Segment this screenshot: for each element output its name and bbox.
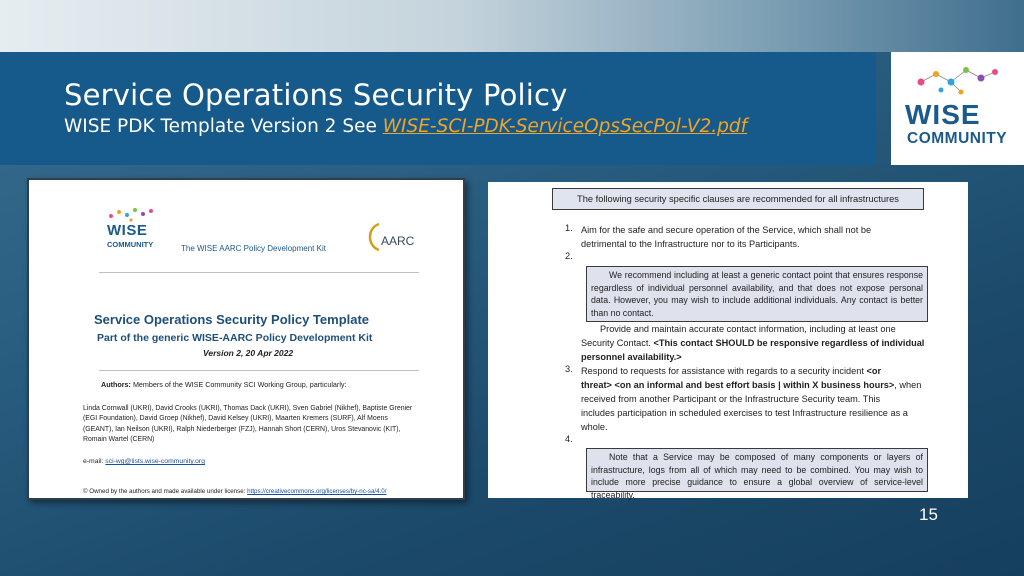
authors-line xyxy=(101,380,347,389)
logo-community-text: COMMUNITY xyxy=(907,130,1008,147)
item1-line2: detrimental to the Infrastructure nor to its Participants. xyxy=(581,239,800,249)
email-label: e-mail: xyxy=(83,458,106,465)
item3-line4: includes participation in scheduled exercises to test Infrastructure resilience as a xyxy=(581,408,908,418)
template-cover-page xyxy=(27,178,465,500)
guidance-box-traceability xyxy=(586,448,928,500)
item2-line3 xyxy=(581,350,682,364)
authors-label: Authors: xyxy=(101,380,131,389)
item-number: 4. xyxy=(565,434,573,444)
item3-line1 xyxy=(581,364,881,378)
author-names: Linda Cornwall (UKRI), David Crooks (UKRI), Thomas Dack (UKRI), Sven Gabriel (Nikhef), Baptiste Grenier (EGI Foundation), David Groep (Nikhef), David Kelsey (UKRI), Maarten Kremers (SURF), Alf Moens (GEANT), Ian Neilson (UKRI), Ralph Niederberger (FZJ), Hannah Short (CERN), Uros Stevanovic (KIT), Romain Wartel (CERN) xyxy=(83,405,413,443)
item3-plain: Respond to requests for assistance with regards to a security incident xyxy=(581,366,867,376)
guidance-text: We recommend including at least a generic contact point that ensures response regardless of individual personnel availability, and that does not expose personal data. However, you may wish to include additional individuals. Any contact is better than no contact. xyxy=(591,270,923,318)
item3-line3: received from another Participant or the Infrastructure Security team. This xyxy=(581,394,881,404)
item-number: 2. xyxy=(565,251,573,261)
page-number: 15 xyxy=(919,505,938,524)
wise-logo xyxy=(891,52,1024,165)
item-number: 3. xyxy=(565,364,573,374)
item-number: 1. xyxy=(565,223,573,233)
cover-heading: Service Operations Security Policy Template xyxy=(94,312,370,327)
item3-bold-a: threat> xyxy=(581,380,612,390)
item2-plain: Security Contact. xyxy=(581,338,654,348)
item1-line1: Aim for the safe and secure operation of the Service, which shall not be xyxy=(581,225,872,235)
clauses-excerpt xyxy=(488,182,968,498)
clauses-header: The following security specific clauses are recommended for all infrastructures xyxy=(552,188,924,210)
email-link[interactable]: sci-wg@lists.wise-community.org xyxy=(105,458,205,465)
cover-logo-community: COMMUNITY xyxy=(107,240,154,249)
authors-text: Members of the WISE Community SCI Working Group, particularly: xyxy=(130,380,347,389)
divider xyxy=(99,272,419,273)
email-line xyxy=(83,458,205,465)
item3-end: , when xyxy=(894,380,922,390)
item2-line2 xyxy=(581,336,924,350)
owned-text: © Owned by the authors and made available under license: xyxy=(83,488,248,495)
slide-subtitle xyxy=(64,116,747,137)
item2-bold: <This contact SHOULD be responsive regardless of individual xyxy=(653,338,925,348)
item3-line2 xyxy=(581,378,921,392)
cover-logo-wise: WISE xyxy=(107,222,148,239)
item2-bold-cont: personnel availability.> xyxy=(581,352,682,362)
item3-bold-b: <on an informal and best effort basis | within X business hours> xyxy=(614,380,895,390)
item3-line5: whole. xyxy=(581,422,608,432)
aarc-label: AARC xyxy=(381,234,415,248)
divider xyxy=(99,370,419,371)
guidance-box-contact xyxy=(586,266,928,322)
slide-title: Service Operations Security Policy xyxy=(64,78,568,112)
logo-wise-text: WISE xyxy=(905,99,981,130)
item3-bold: <or xyxy=(866,366,882,376)
cover-subheading: Part of the generic WISE-AARC Policy Development Kit xyxy=(97,332,373,344)
top-band xyxy=(0,0,1024,52)
kit-label: The WISE AARC Policy Development Kit xyxy=(181,244,326,253)
guidance-text: Note that a Service may be composed of many components or layers of infrastructure, logs from all of which may need to be combined. You may wish to include more precise guidance to ensure a global overview of service-level traceability. xyxy=(591,452,923,500)
license-link[interactable]: https://creativecommons.org/licenses/by-nc-sa/4.0/ xyxy=(247,488,387,495)
pdf-link[interactable]: WISE-SCI-PDK-ServiceOpsSecPol-V2.pdf xyxy=(382,116,748,137)
network-dots-icon xyxy=(891,52,1024,102)
cover-version: Version 2, 20 Apr 2022 xyxy=(203,348,294,358)
item2-line1: Provide and maintain accurate contact information, including at least one xyxy=(600,324,896,334)
subtitle-text: WISE PDK Template Version 2 See xyxy=(64,116,383,137)
license-line xyxy=(83,488,386,495)
